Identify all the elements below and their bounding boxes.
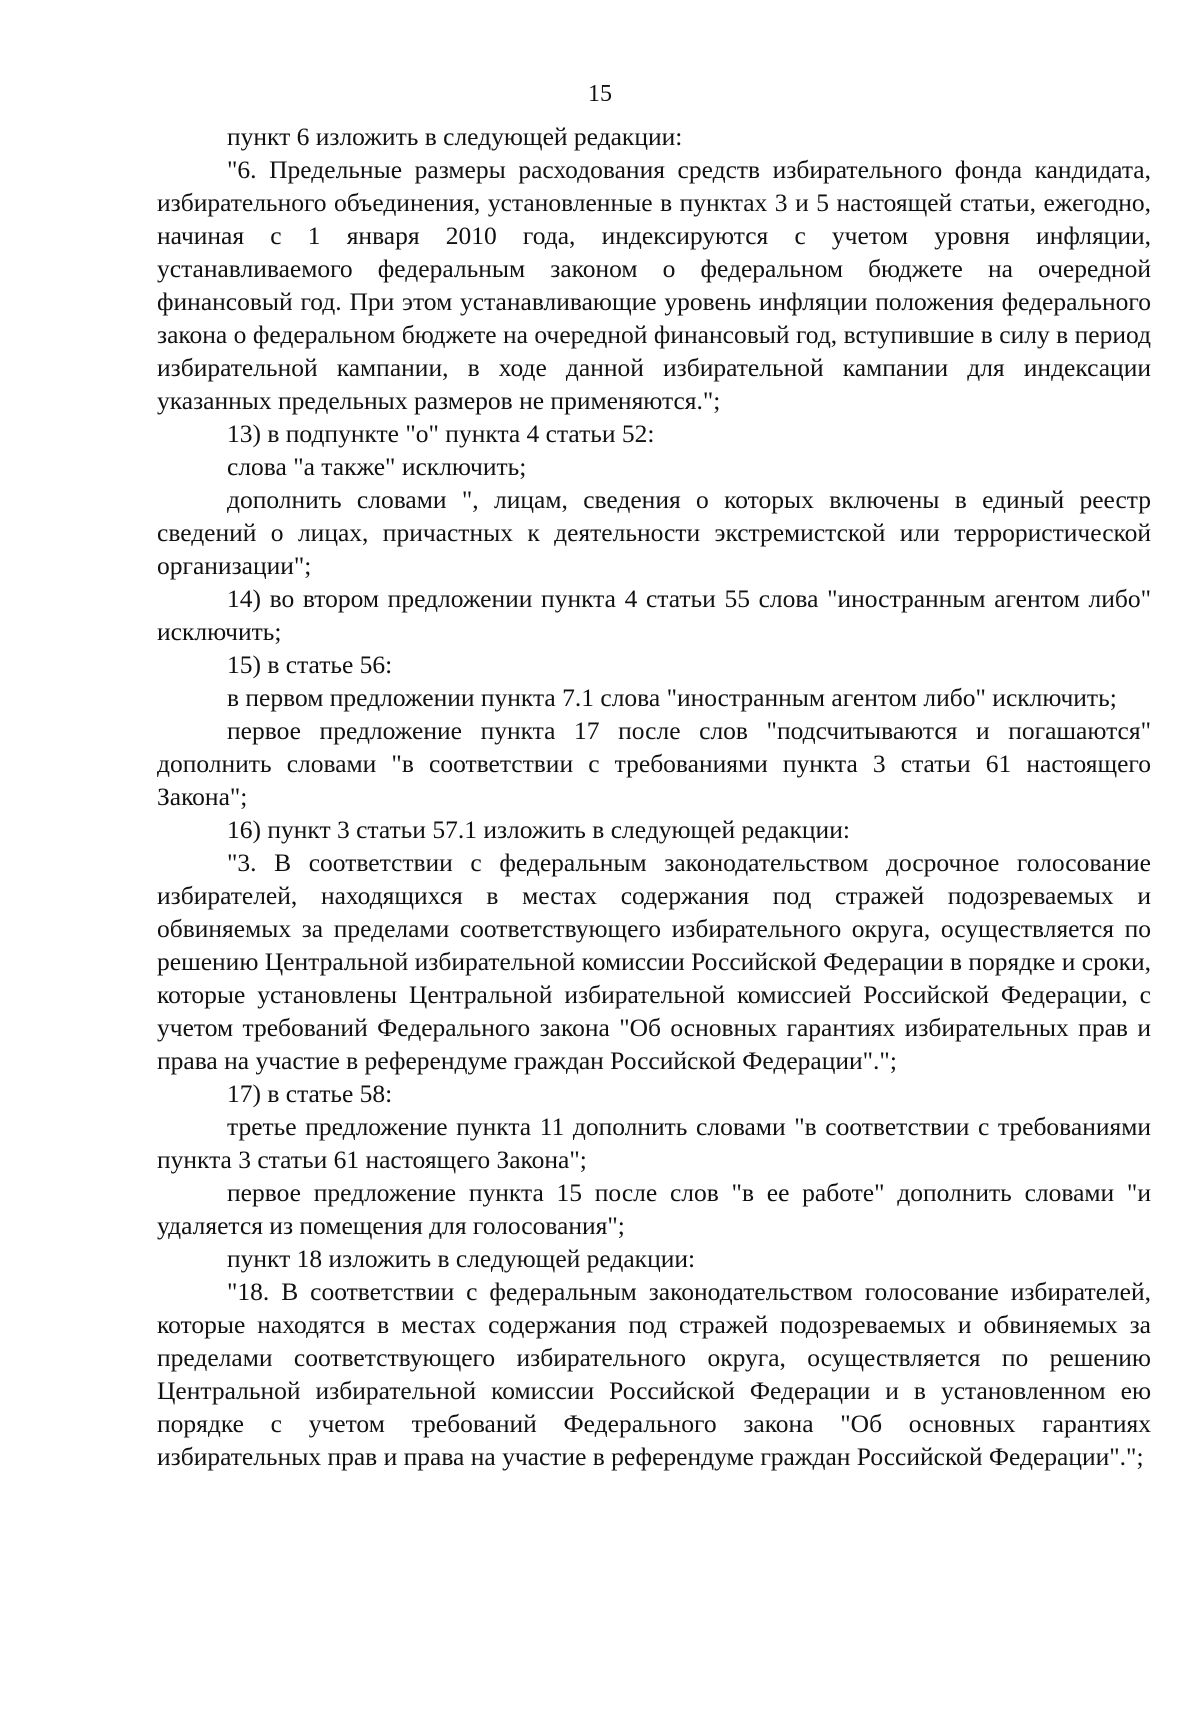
paragraph-edit-item-18-intro: пункт 18 изложить в следующей редакции: <box>227 1244 696 1273</box>
paragraph-amendment-13-add: дополнить словами ", лицам, сведения о которых включены в единый реестр сведений о лицах, причастных к деятельности экстремистской или террористической организации"; <box>157 485 1151 580</box>
paragraph-item-6-text: "6. Предельные размеры расходования средств избирательного фонда кандидата, избирательного объединения, установленные в пунктах 3 и 5 настоящей статьи, ежегодно, начиная с 1 января 2010 года, индексируются с учетом уровня инфляции, устанавливаемого федеральным законом о федеральном бюджете на очередной финансовый год. При этом устанавливающие уровень инфляции положения федерального закона о федеральном бюджете на очередной финансовый год, вступившие в силу в период избирательной кампании, в ходе данной избирательной кампании для индексации указанных предельных размеров не применяются."; <box>157 155 1151 415</box>
paragraph-amendment-17-item-11: третье предложение пункта 11 дополнить словами "в соответствии с требованиями пункта 3 статьи 61 настоящего Закона"; <box>157 1112 1151 1174</box>
paragraph-amendment-17: 17) в статье 58: <box>227 1079 393 1108</box>
paragraph-amendment-17-item-15: первое предложение пункта 15 после слов "в ее работе" дополнить словами "и удаляется из помещения для голосования"; <box>157 1178 1151 1240</box>
paragraph-amendment-13-words: слова "а также" исключить; <box>227 452 527 481</box>
paragraph-amendment-16: 16) пункт 3 статьи 57.1 изложить в следующей редакции: <box>227 815 850 844</box>
paragraph-amendment-15-item-7-1: в первом предложении пункта 7.1 слова "иностранным агентом либо" исключить; <box>227 683 1117 712</box>
paragraph-item-3-text: "3. В соответствии с федеральным законодательством досрочное голосование избирателей, находящихся в местах содержания под стражей подозреваемых и обвиняемых за пределами соответствующего избирательного округа, осуществляется по решению Центральной избирательной комиссии Российской Федерации в порядке и сроки, которые установлены Центральной избирательной комиссией Российской Федерации, с учетом требований Федерального закона "Об основных гарантиях избирательных прав и права на участие в референдуме граждан Российской Федерации"."; <box>157 848 1151 1075</box>
document-body <box>157 120 1151 1473</box>
page-number: 15 <box>588 81 612 107</box>
paragraph-item-18-text: "18. В соответствии с федеральным законодательством голосование избирателей, которые находятся в местах содержания под стражей подозреваемых и обвиняемых за пределами соответствующего избирательного округа, осуществляется по решению Центральной избирательной комиссии Российской Федерации и в установленном ею порядке с учетом требований Федерального закона "Об основных гарантиях избирательных прав и права на участие в референдуме граждан Российской Федерации"."; <box>157 1277 1151 1471</box>
paragraph-amendment-15: 15) в статье 56: <box>227 650 393 679</box>
paragraph-amendment-14: 14) во втором предложении пункта 4 статьи 55 слова "иностранным агентом либо" исключить; <box>157 584 1151 646</box>
paragraph-amendment-15-item-17: первое предложение пункта 17 после слов "подсчитываются и погашаются" дополнить словами "в соответствии с требованиями пункта 3 статьи 61 настоящего Закона"; <box>157 716 1151 811</box>
paragraph-amendment-13: 13) в подпункте "о" пункта 4 статьи 52: <box>227 419 655 448</box>
paragraph-edit-item-6-intro: пункт 6 изложить в следующей редакции: <box>227 122 683 151</box>
